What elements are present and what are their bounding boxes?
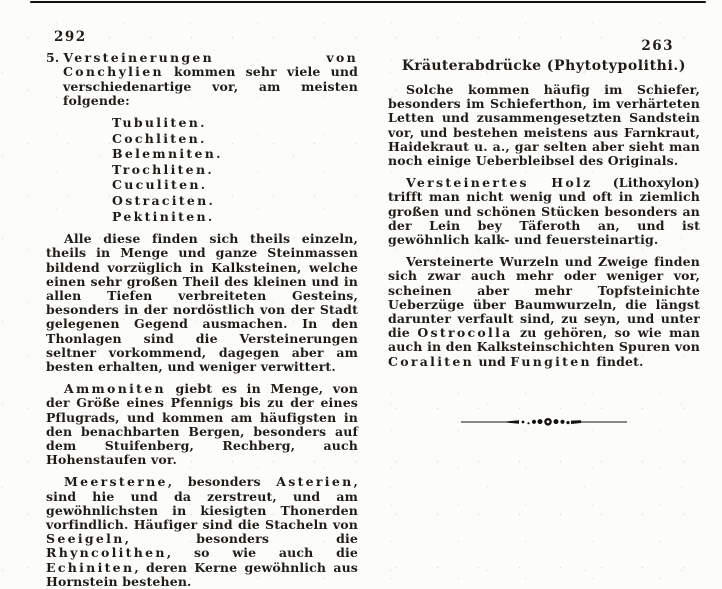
item-keyword: Versteinerungen von Conchylien [63,50,358,80]
paragraph-ammoniten [46,382,358,467]
page-left [46,30,358,589]
paragraph-alle-diese: Alle diese finden sich theils einzeln, theils in Menge und ganze Steinmassen bildend vorzüglich in Kalksteinen, welche einen sehr großen Theil des kleinen und in allen Tiefen verbreiteten Gesteins, besonders in der nordöstlich von der Stadt gelegenen Gegend ausmachen. In den Thonlagen sind die Versteinerungen seltner vorkommend, dagegen aber am besten erhalten, und weniger verwittert. [46,231,358,374]
keyword-seeigeln: Seeigeln [46,531,125,547]
keyword-ammoniten: Ammoniten [64,381,166,397]
paragraph-meersterne-text: , deren Kerne gewöhnlich aus Hornstein bestehen. [46,559,358,589]
page-number-right: 263 [641,38,674,54]
paragraph-versteinertes-holz-text: trifft man nicht wenig und oft in ziemlich großen und schönen Stücken besonders an der Lein bey Täferoth an, und ist gewöhnlich kalk- und feuersteinartig. [388,189,700,248]
keyword-asterien: Asterien [276,474,354,490]
page-number-left: 292 [54,29,87,45]
fossil-list-item: Tubuliten. [112,115,207,131]
fossil-list-item: Belemniten. [112,146,223,162]
chapter-heading-latin: (Phytotypolithi.) [541,58,687,74]
chapter-heading [388,58,700,74]
numbered-item-5 [46,51,358,108]
keyword-meersterne: Meersterne [64,474,168,490]
keyword-coraliten: Coraliten [388,353,474,369]
fossil-list-item: Cochliten. [112,130,207,146]
paragraph-versteinertes-holz [388,176,700,247]
fleuron-divider-icon [459,415,629,429]
keyword-versteinertes-holz: Versteinertes Holz [406,175,593,191]
keyword-rhyncolithen: Rhyncolithen [46,545,167,561]
paragraph-wurzeln-text: Versteinerte Wurzeln und Zweige finden sich zwar auch mehr oder weniger vor, scheinen aber mehr Topfsteinichte Ueberzüge über Baumwurzeln, die längst darunter verfault sind, zu seyn, und unter die [388,254,700,341]
item-text: kommen sehr viele und verschiedenartige vor, am meisten folgende: [63,64,358,108]
right-page-body [388,83,700,369]
keyword-echiniten: Echiniten [46,559,135,575]
chapter-heading-german: Kräuterabdrücke [401,58,542,74]
page-right [388,34,700,429]
paragraph-wurzeln-text: und [473,353,511,369]
scan-edge-artifact [30,1,706,3]
paragraph-wurzeln-text: findet. [591,353,644,369]
item-number: 5. [46,50,60,66]
paragraph-wurzeln-text: zu gehören, so wie man auch in den Kalksteinschichten Spuren von [388,325,700,355]
keyword-fungiten: Fungiten [510,353,592,369]
paragraph-meersterne-text: , sind hie und da zerstreut, und am gewöhnlichsten in kiesigten Thonerden vorfindlich. Häufiger sind die Stacheln von [46,474,358,533]
keyword-lithoxylon: (Lithoxylon) [592,175,700,191]
fossil-list-item: Pektiniten. [112,208,215,224]
paragraph-meersterne-text: , besonders [167,474,277,490]
paragraph-solche: Solche kommen häufig im Schiefer, besonders im Schieferthon, im verhärteten Letten und zusammengesetzten Sandstein vor, und bestehen meistens aus Farnkraut, Haidekraut u. a., gar selten aber sieht man noch einige Ueberbleibsel des Originals. [388,82,700,169]
paragraph-wurzeln-zweige [388,255,700,369]
keyword-ostrocolla: Ostrocolla [417,325,513,341]
fossil-list-item: Cuculiten. [112,177,208,193]
paragraph-meersterne-text: , besonders die [124,531,358,547]
paragraph-meersterne-text: , so wie auch die [166,545,358,561]
paragraph-meersterne [46,475,358,589]
fossil-list-item: Ostraciten. [112,192,216,208]
ornament-divider [388,415,700,430]
fossil-list [112,115,358,224]
fossil-list-item: Trochliten. [112,161,214,177]
paragraph-ammoniten-text: giebt es in Menge, von der Größe eines Pfennigs bis zu der eines Pflugrads, und kommen am häufigsten in den benachbarten Bergen, besonders auf dem Stuifenberg, Rechberg, auch Hohenstaufen vor. [46,381,358,468]
